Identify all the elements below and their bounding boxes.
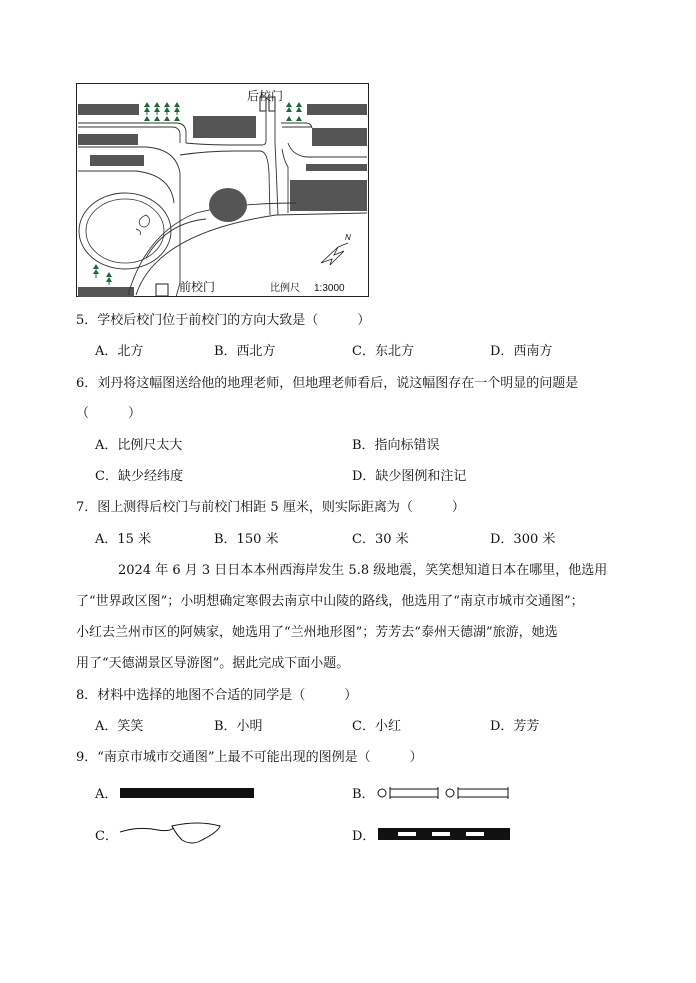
option-7c[interactable]: C．30 米 bbox=[352, 532, 409, 547]
passage-line-4: 用了“天德湖景区导游图”。据此完成下面小题。 bbox=[76, 656, 350, 671]
legend-c-river-lake-icon bbox=[118, 820, 228, 850]
option-9c[interactable]: C． bbox=[95, 829, 118, 844]
legend-d-railway-dashed-icon bbox=[376, 826, 512, 842]
option-8b[interactable]: B．小明 bbox=[214, 719, 263, 734]
scale-label: 比例尺 bbox=[270, 283, 300, 294]
question-number: 5． bbox=[76, 313, 98, 328]
option-5b[interactable]: B．西北方 bbox=[214, 344, 276, 359]
option-9a[interactable]: A． bbox=[95, 787, 118, 802]
option-8a[interactable]: A．笑笑 bbox=[95, 719, 144, 734]
option-5a[interactable]: A．北方 bbox=[95, 344, 144, 359]
option-8d[interactable]: D．芳芳 bbox=[490, 719, 540, 734]
question-9 bbox=[76, 749, 423, 767]
option-9d[interactable]: D． bbox=[352, 829, 376, 844]
question-text: “南京市城市交通图”上最不可能出现的图例是（ ） bbox=[97, 750, 423, 765]
legend-a-thick-line-icon bbox=[118, 786, 254, 800]
option-7b[interactable]: B．150 米 bbox=[214, 532, 279, 547]
legend-b-railway-icon bbox=[374, 784, 512, 802]
question-text: 学校后校门位于前校门的方向大致是（ ） bbox=[97, 313, 371, 328]
back-gate-label: 后校门 bbox=[247, 89, 284, 103]
question-text: 刘丹将这幅图送给他的地理老师，但地理老师看后，说这幅图存在一个明显的问题是 bbox=[97, 376, 579, 391]
question-number: 8． bbox=[76, 688, 98, 703]
question-6-cont: （ ） bbox=[76, 406, 142, 421]
question-number: 7． bbox=[76, 500, 98, 515]
option-9b[interactable]: B． bbox=[352, 787, 375, 802]
option-6a[interactable]: A．比例尺太大 bbox=[95, 438, 183, 453]
question-8 bbox=[76, 687, 357, 705]
option-8c[interactable]: C．小红 bbox=[352, 719, 401, 734]
question-text: 材料中选择的地图不合适的同学是（ ） bbox=[97, 688, 358, 703]
front-gate-label: 前校门 bbox=[179, 280, 216, 294]
option-7a[interactable]: A．15 米 bbox=[95, 532, 152, 547]
option-6b[interactable]: B．指向标错误 bbox=[352, 438, 440, 453]
option-7d[interactable]: D．300 米 bbox=[490, 532, 556, 547]
passage-line-3: 小红去兰州市区的阿姨家，她选用了“兰州地形图”；芳芳去“泰州天德湖”旅游，她选 bbox=[76, 625, 558, 640]
option-6c[interactable]: C．缺少经纬度 bbox=[95, 469, 183, 484]
question-text: 图上测得后校门与前校门相距 5 厘米，则实际距离为（ ） bbox=[97, 500, 465, 515]
question-7 bbox=[76, 499, 465, 517]
option-6d[interactable]: D．缺少图例和注记 bbox=[352, 469, 467, 484]
north-letter: N bbox=[345, 233, 351, 242]
question-number: 6． bbox=[76, 376, 98, 391]
passage-line-2: 了“世界政区图”；小明想确定寒假去南京中山陵的路线，他选用了“南京市城市交通图”； bbox=[76, 594, 584, 609]
question-5 bbox=[76, 312, 370, 330]
option-5c[interactable]: C．东北方 bbox=[352, 344, 414, 359]
question-6 bbox=[76, 375, 578, 393]
option-5d[interactable]: D．西南方 bbox=[490, 344, 553, 359]
campus-map bbox=[76, 83, 369, 297]
question-number: 9． bbox=[76, 750, 98, 765]
scale-value: 1:3000 bbox=[314, 283, 345, 294]
passage-line-1: 2024 年 6 月 3 日日本本州西海岸发生 5.8 级地震，笑笑想知道日本在哪里，他选用 bbox=[118, 563, 608, 578]
